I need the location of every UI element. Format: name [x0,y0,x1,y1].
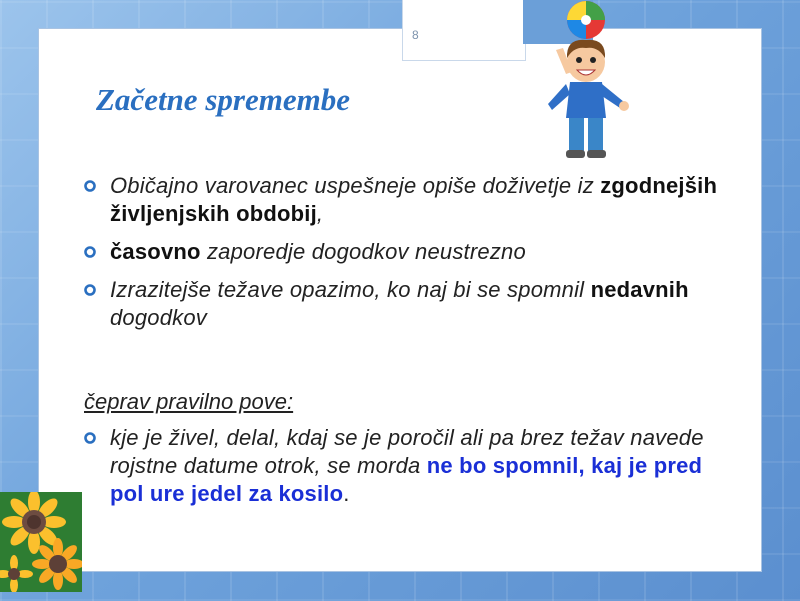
bullet-item-4 [82,424,742,508]
bullet-text: , [316,201,324,226]
bullet-text: zaporedje dogodkov neustrezno [200,239,526,264]
bullet-item-3 [82,276,742,332]
bullet-text: Običajno varovanec uspešneje opiše doživetje iz [110,173,601,198]
subheading: čeprav pravilno pove: [84,389,294,414]
bullet-bold-text: časovno [110,239,201,264]
emphasis-text: ne bo spomnil, kaj je pred pol ure jedel za kosilo [110,453,703,506]
bullet-bold-text: nedavnih [590,277,689,302]
slide-number-box [402,0,526,61]
boy-with-ball-illustration [536,0,636,162]
bullet-text: dogodkov [110,305,208,330]
slide-number: 8 [412,28,419,42]
bullet-text: Izrazitejše težave opazimo, ko naj bi se spomnil [110,277,591,302]
bullet-text: kje je živel, delal, kdaj se je poročil ali pa brez težav navede rojstne datume otrok, se morda [110,425,704,478]
bullet-icon [84,180,96,192]
bullet-item-1 [82,172,742,228]
sunflower-illustration [0,492,82,592]
bullet-text: . [343,481,350,506]
bullet-icon [84,284,96,296]
slide-title: Začetne spremembe [96,82,350,117]
bullet-item-2 [82,238,742,266]
bullet-icon [84,246,96,258]
content-area [82,172,742,508]
bullet-bold-text: zgodnejših življenjskih obdobij [110,173,718,226]
bullet-icon [84,432,96,444]
